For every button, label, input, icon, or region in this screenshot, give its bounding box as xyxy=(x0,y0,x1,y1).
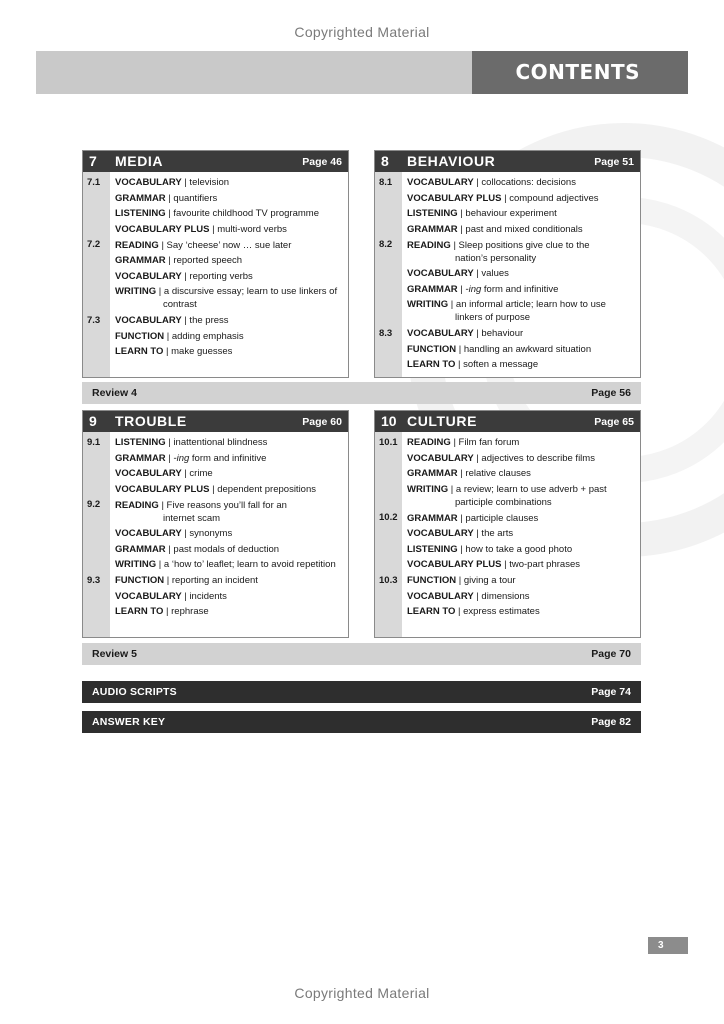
lesson-text xyxy=(402,604,640,620)
lesson-number xyxy=(83,344,110,360)
skill-topic-continued: contrast xyxy=(163,299,197,311)
unit-page-ref[interactable]: Page 46 xyxy=(302,156,342,168)
unit-9-panel xyxy=(82,410,349,638)
lesson-row xyxy=(83,451,348,467)
lesson-number xyxy=(375,588,402,604)
lesson-number xyxy=(83,284,110,313)
lesson-text xyxy=(110,482,348,498)
skill-category: FUNCTION xyxy=(407,343,457,355)
skill-category: GRAMMAR xyxy=(407,468,458,480)
audio-scripts-bar[interactable] xyxy=(82,681,641,703)
skill-topic: | -ing form and infinitive xyxy=(457,283,559,295)
unit-title: CULTURE xyxy=(407,413,478,429)
lesson-text xyxy=(402,573,640,589)
skill-topic-continued: internet scam xyxy=(163,512,221,524)
lesson-row xyxy=(375,526,640,542)
skill-topic: | a review; learn to use adverb + past xyxy=(448,484,607,496)
lesson-number xyxy=(375,357,402,373)
lesson-row xyxy=(83,269,348,285)
lesson-text xyxy=(110,313,348,329)
lesson-number: 9.3 xyxy=(87,574,101,586)
lesson-number xyxy=(375,526,402,542)
lesson-text xyxy=(110,206,348,222)
lesson-row xyxy=(83,284,348,313)
page-number: 3 xyxy=(648,937,688,954)
lesson-text xyxy=(110,573,348,589)
unit-title: MEDIA xyxy=(115,153,164,169)
lesson-row xyxy=(375,542,640,558)
skill-topic: | favourite childhood TV programme xyxy=(165,208,319,220)
review-page-ref: Page 56 xyxy=(591,387,631,399)
lesson-number xyxy=(83,222,110,238)
skill-topic: | relative clauses xyxy=(457,468,531,480)
lesson-row xyxy=(83,604,348,620)
lesson-row xyxy=(375,482,640,511)
skill-topic: | Say ‘cheese’ now … sue later xyxy=(158,239,292,251)
copyright-watermark-top: Copyrighted Material xyxy=(294,24,430,40)
review-5-bar[interactable] xyxy=(82,643,641,665)
lesson-text xyxy=(110,588,348,604)
skill-category: WRITING xyxy=(407,484,449,496)
lesson-text xyxy=(402,175,640,191)
lesson-row xyxy=(375,222,640,238)
skill-category: VOCABULARY xyxy=(115,315,182,327)
skill-category: GRAMMAR xyxy=(115,543,166,555)
unit-title: TROUBLE xyxy=(115,413,187,429)
lesson-text xyxy=(110,497,348,526)
skill-topic: | a ‘how to’ leaflet; learn to avoid repetition xyxy=(156,559,336,571)
lesson-row xyxy=(83,435,348,451)
lesson-row xyxy=(375,191,640,207)
lesson-text xyxy=(402,222,640,238)
skill-topic: | rephrase xyxy=(163,606,209,618)
skill-topic: | synonyms xyxy=(181,528,233,540)
lesson-number xyxy=(83,206,110,222)
lesson-row xyxy=(83,191,348,207)
skill-category: VOCABULARY PLUS xyxy=(407,559,502,571)
skill-topic: | compound adjectives xyxy=(501,192,599,204)
skill-category: VOCABULARY xyxy=(115,270,182,282)
skill-category: LISTENING xyxy=(407,543,458,555)
lesson-text xyxy=(110,284,348,313)
page-title: CONTENTS xyxy=(472,51,688,94)
lesson-text xyxy=(402,542,640,558)
review-page-ref: Page 70 xyxy=(591,648,631,660)
skill-category: GRAMMAR xyxy=(115,452,166,464)
skill-category: GRAMMAR xyxy=(407,283,458,295)
lesson-number xyxy=(375,297,402,326)
lesson-number xyxy=(83,526,110,542)
lesson-number xyxy=(375,282,402,298)
lesson-text xyxy=(402,466,640,482)
skill-topic: | quantifiers xyxy=(165,192,218,204)
skill-category: VOCABULARY xyxy=(115,528,182,540)
lesson-text xyxy=(110,253,348,269)
skill-topic: | incidents xyxy=(181,590,227,602)
skill-topic: | reporting verbs xyxy=(181,270,253,282)
skill-category: LEARN TO xyxy=(407,606,456,618)
lesson-row xyxy=(375,175,640,191)
lesson-text xyxy=(110,604,348,620)
lesson-number: 10.1 xyxy=(379,437,398,448)
unit-header xyxy=(83,411,348,432)
lesson-number xyxy=(375,557,402,573)
lesson-text xyxy=(110,237,348,253)
unit-title: BEHAVIOUR xyxy=(407,153,496,169)
skill-topic: | past and mixed conditionals xyxy=(457,224,583,236)
lesson-number xyxy=(375,542,402,558)
skill-category: VOCABULARY xyxy=(407,177,474,189)
lesson-row xyxy=(375,451,640,467)
lesson-row xyxy=(83,557,348,573)
skill-category: LEARN TO xyxy=(407,359,456,371)
skill-category: WRITING xyxy=(407,299,449,311)
skill-category: VOCABULARY xyxy=(407,590,474,602)
skill-category: VOCABULARY PLUS xyxy=(407,192,502,204)
lesson-text xyxy=(110,557,348,573)
lesson-text xyxy=(402,191,640,207)
skill-category: VOCABULARY xyxy=(407,268,474,280)
skill-topic: | make guesses xyxy=(163,346,233,358)
lesson-number xyxy=(83,482,110,498)
skill-topic: | adding emphasis xyxy=(164,330,244,342)
lesson-number xyxy=(83,328,110,344)
section-page-ref: Page 82 xyxy=(591,716,631,728)
lesson-number: 8.3 xyxy=(379,327,393,339)
lesson-number xyxy=(375,341,402,357)
lesson-row xyxy=(83,253,348,269)
skill-topic: | Sleep positions give clue to the xyxy=(450,239,590,251)
skill-topic: | behaviour xyxy=(473,328,524,340)
lesson-text xyxy=(110,344,348,360)
skill-topic: | the press xyxy=(181,315,229,327)
lesson-text xyxy=(402,326,640,342)
skill-topic: | -ing form and infinitive xyxy=(165,452,267,464)
lesson-row xyxy=(375,341,640,357)
unit-header xyxy=(83,151,348,172)
skill-category: READING xyxy=(407,239,451,251)
unit-number: 7 xyxy=(89,153,97,169)
lesson-text xyxy=(110,191,348,207)
skill-category: VOCABULARY xyxy=(115,468,182,480)
lesson-row xyxy=(83,344,348,360)
lesson-number xyxy=(83,253,110,269)
skill-topic: | inattentional blindness xyxy=(165,437,268,449)
lesson-number: 10.3 xyxy=(379,574,398,586)
skill-topic: | a discursive essay; learn to use linkers of xyxy=(156,286,338,298)
lesson-number xyxy=(375,466,402,482)
lesson-text xyxy=(110,466,348,482)
skill-category: VOCABULARY xyxy=(407,452,474,464)
skill-category: GRAMMAR xyxy=(407,512,458,524)
unit-page-ref[interactable]: Page 65 xyxy=(594,416,634,428)
skill-topic: | dependent prepositions xyxy=(209,484,317,496)
lesson-row xyxy=(375,237,640,266)
header-bar xyxy=(36,51,688,94)
lesson-text xyxy=(402,282,640,298)
lesson-text xyxy=(402,237,640,266)
skill-topic: | how to take a good photo xyxy=(457,543,573,555)
lesson-row xyxy=(83,222,348,238)
lesson-text xyxy=(402,510,640,526)
lesson-number xyxy=(83,451,110,467)
review-label: Review 4 xyxy=(92,387,137,399)
lesson-number: 9.2 xyxy=(87,499,101,511)
skill-category: LEARN TO xyxy=(115,346,164,358)
lesson-number xyxy=(375,482,402,511)
lesson-row xyxy=(375,466,640,482)
unit-header xyxy=(375,411,640,432)
unit-7-panel xyxy=(82,150,349,378)
lesson-row xyxy=(83,466,348,482)
review-4-bar[interactable] xyxy=(82,382,641,404)
lesson-number: 8.2 xyxy=(379,239,393,251)
lesson-row xyxy=(83,328,348,344)
lesson-text xyxy=(110,269,348,285)
lesson-number: 7.2 xyxy=(87,239,101,251)
unit-number: 9 xyxy=(89,413,97,429)
skill-topic: | reported speech xyxy=(165,255,243,267)
skill-topic: | giving a tour xyxy=(456,575,516,587)
lesson-text xyxy=(110,542,348,558)
lesson-number xyxy=(83,557,110,573)
skill-category: LEARN TO xyxy=(115,606,164,618)
lesson-number xyxy=(375,266,402,282)
lesson-text xyxy=(402,588,640,604)
skill-category: VOCABULARY xyxy=(115,590,182,602)
unit-number: 8 xyxy=(381,153,389,169)
skill-category: GRAMMAR xyxy=(407,224,458,236)
lesson-row xyxy=(375,588,640,604)
skill-category: VOCABULARY xyxy=(115,177,182,189)
lesson-text xyxy=(402,206,640,222)
lesson-number: 10.2 xyxy=(379,512,398,524)
lesson-row xyxy=(83,588,348,604)
lesson-row xyxy=(375,604,640,620)
skill-topic-continued: linkers of purpose xyxy=(455,312,530,324)
lesson-text xyxy=(110,435,348,451)
copyright-watermark-bottom: Copyrighted Material xyxy=(294,985,430,1001)
lesson-number xyxy=(83,604,110,620)
section-page-ref: Page 74 xyxy=(591,686,631,698)
skill-category: FUNCTION xyxy=(115,330,165,342)
skill-category: WRITING xyxy=(115,286,157,298)
skill-category: LISTENING xyxy=(407,208,458,220)
lesson-number xyxy=(375,191,402,207)
lesson-row xyxy=(375,557,640,573)
lesson-row xyxy=(83,482,348,498)
skill-category: VOCABULARY xyxy=(407,328,474,340)
lesson-row xyxy=(375,266,640,282)
skill-topic: | values xyxy=(473,268,509,280)
lesson-text xyxy=(402,557,640,573)
skill-category: READING xyxy=(115,239,159,251)
lesson-text xyxy=(402,435,640,451)
lesson-number xyxy=(375,222,402,238)
skill-category: READING xyxy=(115,499,159,511)
lesson-number xyxy=(375,604,402,620)
skill-category: GRAMMAR xyxy=(115,255,166,267)
skill-topic: | participle clauses xyxy=(457,512,539,524)
lesson-row xyxy=(83,573,348,589)
skill-topic: | collocations: decisions xyxy=(473,177,576,189)
lesson-row xyxy=(83,206,348,222)
skill-topic: | multi-word verbs xyxy=(209,224,287,236)
skill-category: FUNCTION xyxy=(115,575,165,587)
skill-topic-continued: nation’s personality xyxy=(455,252,537,264)
review-label: Review 5 xyxy=(92,648,137,660)
skill-category: GRAMMAR xyxy=(115,192,166,204)
lesson-number xyxy=(375,206,402,222)
lesson-number xyxy=(83,191,110,207)
skill-topic: | Film fan forum xyxy=(450,437,520,449)
lesson-number xyxy=(83,542,110,558)
lesson-row xyxy=(375,206,640,222)
lesson-row xyxy=(83,237,348,253)
lesson-row xyxy=(375,510,640,526)
skill-topic: | dimensions xyxy=(473,590,530,602)
skill-topic: | handling an awkward situation xyxy=(456,343,592,355)
lesson-number xyxy=(375,451,402,467)
skill-topic: | crime xyxy=(181,468,213,480)
lesson-text xyxy=(402,451,640,467)
lesson-text xyxy=(110,175,348,191)
skill-topic: | soften a message xyxy=(455,359,539,371)
skill-topic: | two-part phrases xyxy=(501,559,580,571)
lesson-row xyxy=(375,435,640,451)
skill-topic-continued: participle combinations xyxy=(455,497,552,509)
skill-category: VOCABULARY PLUS xyxy=(115,484,210,496)
skill-topic: | behaviour experiment xyxy=(457,208,557,220)
skill-topic: | an informal article; learn how to use xyxy=(448,299,606,311)
skill-category: READING xyxy=(407,437,451,449)
skill-topic: | the arts xyxy=(473,528,514,540)
section-label: AUDIO SCRIPTS xyxy=(92,686,177,698)
skill-category: VOCABULARY xyxy=(407,528,474,540)
lesson-number: 8.1 xyxy=(379,177,393,188)
lesson-number xyxy=(83,466,110,482)
lesson-row xyxy=(83,175,348,191)
skill-topic: | past modals of deduction xyxy=(165,543,280,555)
lesson-text xyxy=(110,526,348,542)
lesson-text xyxy=(402,357,640,373)
lesson-row xyxy=(375,297,640,326)
lesson-text xyxy=(402,526,640,542)
unit-number: 10 xyxy=(381,413,397,429)
lesson-row xyxy=(83,313,348,329)
lesson-text xyxy=(402,266,640,282)
skill-category: LISTENING xyxy=(115,437,166,449)
lesson-text xyxy=(402,482,640,511)
lesson-number: 9.1 xyxy=(87,437,101,448)
lesson-row xyxy=(83,497,348,526)
skill-category: WRITING xyxy=(115,559,157,571)
unit-8-panel xyxy=(374,150,641,378)
unit-header xyxy=(375,151,640,172)
lesson-row xyxy=(375,282,640,298)
skill-topic: | television xyxy=(181,177,230,189)
answer-key-bar[interactable] xyxy=(82,711,641,733)
skill-category: VOCABULARY PLUS xyxy=(115,224,210,236)
lesson-text xyxy=(110,328,348,344)
unit-10-panel xyxy=(374,410,641,638)
lesson-row xyxy=(83,526,348,542)
skill-topic: | reporting an incident xyxy=(164,575,258,587)
skill-topic: | express estimates xyxy=(455,606,540,618)
skill-category: FUNCTION xyxy=(407,575,457,587)
unit-page-ref[interactable]: Page 60 xyxy=(302,416,342,428)
lesson-row xyxy=(375,573,640,589)
lesson-text xyxy=(110,222,348,238)
lesson-row xyxy=(83,542,348,558)
unit-page-ref[interactable]: Page 51 xyxy=(594,156,634,168)
lesson-row xyxy=(375,357,640,373)
skill-topic: | adjectives to describe films xyxy=(473,452,595,464)
lesson-number: 7.3 xyxy=(87,314,101,326)
lesson-row xyxy=(375,326,640,342)
lesson-text xyxy=(402,297,640,326)
skill-topic: | Five reasons you’ll fall for an xyxy=(158,499,287,511)
lesson-text xyxy=(402,341,640,357)
section-label: ANSWER KEY xyxy=(92,716,166,728)
lesson-number: 7.1 xyxy=(87,177,101,188)
lesson-number xyxy=(83,588,110,604)
skill-category: LISTENING xyxy=(115,208,166,220)
lesson-number xyxy=(83,269,110,285)
lesson-text xyxy=(110,451,348,467)
